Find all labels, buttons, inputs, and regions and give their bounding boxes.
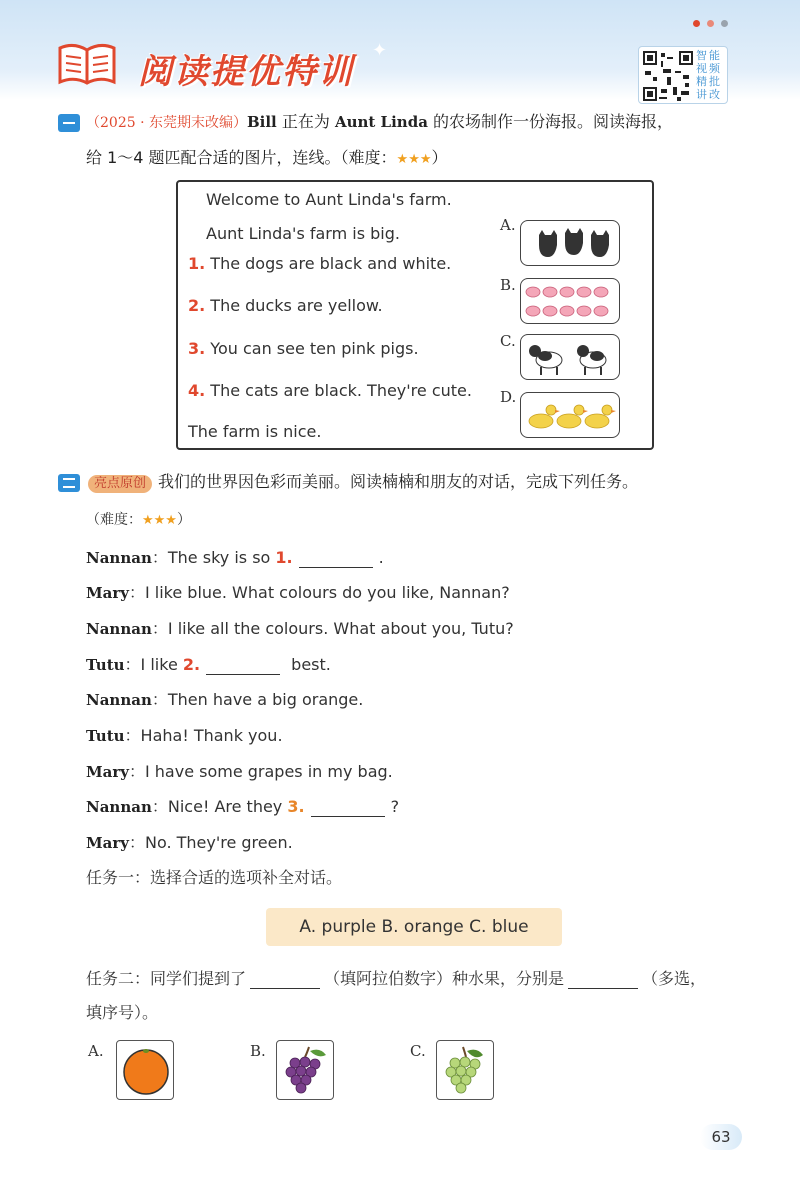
task-two-text: （多选， bbox=[642, 969, 707, 988]
poster-welcome: Welcome to Aunt Linda's farm. bbox=[206, 190, 452, 209]
qr-label-char: 频 bbox=[709, 62, 720, 75]
section-one-intro bbox=[86, 112, 673, 133]
intro-bill: Bill bbox=[246, 113, 277, 131]
dot-grey bbox=[721, 20, 728, 27]
task-two-text: （填阿拉伯数字）种水果，分别是 bbox=[324, 969, 565, 988]
picture-c-dogs[interactable] bbox=[520, 334, 620, 380]
difficulty-stars: ★★★ bbox=[396, 152, 432, 167]
yellow-ducks-icon bbox=[521, 393, 621, 439]
source-note: （2025 · 东莞期末改编） bbox=[86, 115, 247, 131]
qr-code-panel[interactable] bbox=[638, 46, 728, 104]
answer-blank-3[interactable] bbox=[311, 801, 385, 817]
blank-number: 1. bbox=[275, 548, 293, 567]
colon: ： bbox=[151, 797, 168, 816]
qr-label-char: 智 bbox=[696, 49, 707, 62]
dialogue-text: Then have a big orange. bbox=[167, 690, 364, 709]
speaker: Nannan bbox=[86, 549, 152, 567]
dialogue-text: . bbox=[378, 548, 384, 567]
task-two bbox=[86, 969, 706, 989]
dot-red bbox=[693, 20, 700, 27]
answer-blank-1[interactable] bbox=[299, 552, 373, 568]
speaker: Mary bbox=[86, 763, 129, 781]
page-title: 阅读提优特训 bbox=[138, 52, 354, 92]
qr-label-char: 改 bbox=[709, 88, 720, 101]
difficulty-stars: ★★★ bbox=[142, 513, 177, 528]
fruit-b-purple-grapes[interactable] bbox=[276, 1040, 334, 1100]
green-grapes-icon bbox=[437, 1041, 495, 1101]
fruit-choice-blank[interactable] bbox=[568, 973, 638, 989]
task-two-line2: 填序号）。 bbox=[86, 1003, 159, 1022]
decor-dots bbox=[693, 20, 728, 27]
dialogue-line-9 bbox=[86, 833, 293, 853]
speaker: Tutu bbox=[86, 727, 125, 745]
dialogue-text: I have some grapes in my bag. bbox=[144, 762, 393, 781]
blank-number: 3. bbox=[287, 797, 305, 816]
dot-pink bbox=[707, 20, 714, 27]
poster-big: Aunt Linda's farm is big. bbox=[206, 224, 400, 243]
speaker: Mary bbox=[86, 584, 129, 602]
section-two-intro bbox=[88, 472, 638, 493]
colon: ： bbox=[151, 619, 168, 638]
section-one-instruction bbox=[86, 148, 448, 170]
task-two-text: 任务二：同学们提到了 bbox=[86, 969, 247, 988]
qr-label-char: 讲 bbox=[696, 88, 707, 101]
item-number: 3. bbox=[188, 339, 206, 358]
pic-label-a: A. bbox=[500, 216, 516, 234]
poster-item-4[interactable] bbox=[188, 381, 472, 401]
original-tag: 亮点原创 bbox=[88, 475, 152, 493]
dialogue-text: I like blue. What colours do you like, Nannan? bbox=[144, 583, 510, 602]
poster-closing: The farm is nice. bbox=[188, 422, 322, 441]
intro-text: 正在为 bbox=[276, 112, 335, 131]
picture-b-pigs[interactable] bbox=[520, 278, 620, 324]
page-header bbox=[0, 0, 800, 100]
qr-label-char: 批 bbox=[709, 75, 720, 88]
dialogue-text: I like bbox=[140, 655, 183, 674]
dialogue-text: I like all the colours. What about you, Tutu? bbox=[167, 619, 514, 638]
colon: ： bbox=[151, 548, 168, 567]
blank-number: 2. bbox=[182, 655, 201, 674]
fruit-a-orange[interactable] bbox=[116, 1040, 174, 1100]
speaker: Tutu bbox=[86, 656, 125, 674]
colon: ： bbox=[128, 833, 145, 852]
dialogue-line-8 bbox=[86, 797, 399, 817]
colon: ： bbox=[151, 690, 168, 709]
pic-label-d: D. bbox=[500, 388, 517, 406]
item-text: You can see ten pink pigs. bbox=[205, 339, 419, 358]
pic-label-b: B. bbox=[500, 276, 516, 294]
dialogue-text: ? bbox=[390, 797, 400, 816]
instruction-text: 给 1～4 题匹配合适的图片，连线。（难度： bbox=[86, 148, 397, 167]
purple-grapes-icon bbox=[277, 1041, 335, 1101]
answer-blank-2[interactable] bbox=[206, 659, 280, 675]
dialogue-line-7 bbox=[86, 762, 393, 782]
dialogue-text: Haha! Thank you. bbox=[140, 726, 283, 745]
intro-text: 我们的世界因色彩而美丽。阅读楠楠和朋友的对话，完成下列任务。 bbox=[158, 472, 639, 491]
fruit-c-green-grapes[interactable] bbox=[436, 1040, 494, 1100]
qr-label-char: 精 bbox=[696, 75, 707, 88]
qr-code-label bbox=[695, 49, 725, 101]
dialogue-text: Nice! Are they bbox=[167, 797, 288, 816]
qr-label-char: 能 bbox=[709, 49, 720, 62]
speaker: Nannan bbox=[86, 620, 152, 638]
dialogue-line-3 bbox=[86, 619, 514, 639]
options-box: A. purple B. orange C. blue bbox=[266, 908, 562, 946]
speaker: Nannan bbox=[86, 798, 152, 816]
colon: ： bbox=[124, 726, 141, 745]
instruction-close: ） bbox=[431, 148, 448, 167]
item-text: The dogs are black and white. bbox=[205, 254, 452, 273]
pic-label-c: C. bbox=[500, 332, 516, 350]
farm-poster bbox=[176, 180, 654, 450]
task-one: 任务一：选择合适的选项补全对话。 bbox=[86, 868, 343, 887]
fruit-label-a: A. bbox=[88, 1042, 104, 1060]
item-number: 4. bbox=[188, 381, 206, 400]
sparkle-icon: ✦ bbox=[372, 40, 388, 61]
item-number: 1. bbox=[188, 254, 206, 273]
dialogue-text: The sky is so bbox=[167, 548, 276, 567]
section-two-badge bbox=[58, 474, 80, 492]
dialogue-line-6 bbox=[86, 726, 283, 746]
picture-a-cats[interactable] bbox=[520, 220, 620, 266]
qr-code-icon[interactable] bbox=[643, 51, 693, 101]
colon: ： bbox=[128, 583, 145, 602]
section-two-difficulty bbox=[86, 510, 191, 531]
black-white-dogs-icon bbox=[521, 335, 621, 381]
speaker: Nannan bbox=[86, 691, 152, 709]
dialogue-text: best. bbox=[286, 655, 331, 674]
intro-text: 的农场制作一份海报。阅读海报， bbox=[427, 112, 674, 131]
picture-d-ducks[interactable] bbox=[520, 392, 620, 438]
poster-item-2[interactable] bbox=[188, 296, 383, 316]
page-number: 63 bbox=[700, 1124, 742, 1150]
section-one-badge bbox=[58, 114, 80, 132]
poster-item-3[interactable] bbox=[188, 339, 419, 359]
orange-icon bbox=[117, 1041, 175, 1101]
open-book-icon bbox=[56, 42, 118, 86]
qr-label-char: 视 bbox=[696, 62, 707, 75]
colon: ： bbox=[128, 762, 145, 781]
item-text: The ducks are yellow. bbox=[205, 296, 383, 315]
difficulty-close: ） bbox=[176, 512, 191, 528]
poster-item-1[interactable] bbox=[188, 254, 451, 274]
dialogue-line-5 bbox=[86, 690, 363, 710]
dialogue-text: No. They're green. bbox=[144, 833, 293, 852]
dialogue-line-2 bbox=[86, 583, 510, 603]
pink-pigs-icon bbox=[521, 279, 621, 325]
item-number: 2. bbox=[188, 296, 206, 315]
speaker: Mary bbox=[86, 834, 129, 852]
colon: ： bbox=[124, 655, 141, 674]
fruit-label-c: C. bbox=[410, 1042, 426, 1060]
fruit-count-blank[interactable] bbox=[250, 973, 320, 989]
difficulty-open: （难度： bbox=[86, 512, 142, 528]
item-text: The cats are black. They're cute. bbox=[205, 381, 472, 400]
fruit-label-b: B. bbox=[250, 1042, 266, 1060]
dialogue-line-1 bbox=[86, 548, 384, 568]
black-cats-icon bbox=[521, 221, 621, 267]
dialogue-line-4 bbox=[86, 655, 331, 675]
intro-aunt-linda: Aunt Linda bbox=[334, 113, 428, 131]
